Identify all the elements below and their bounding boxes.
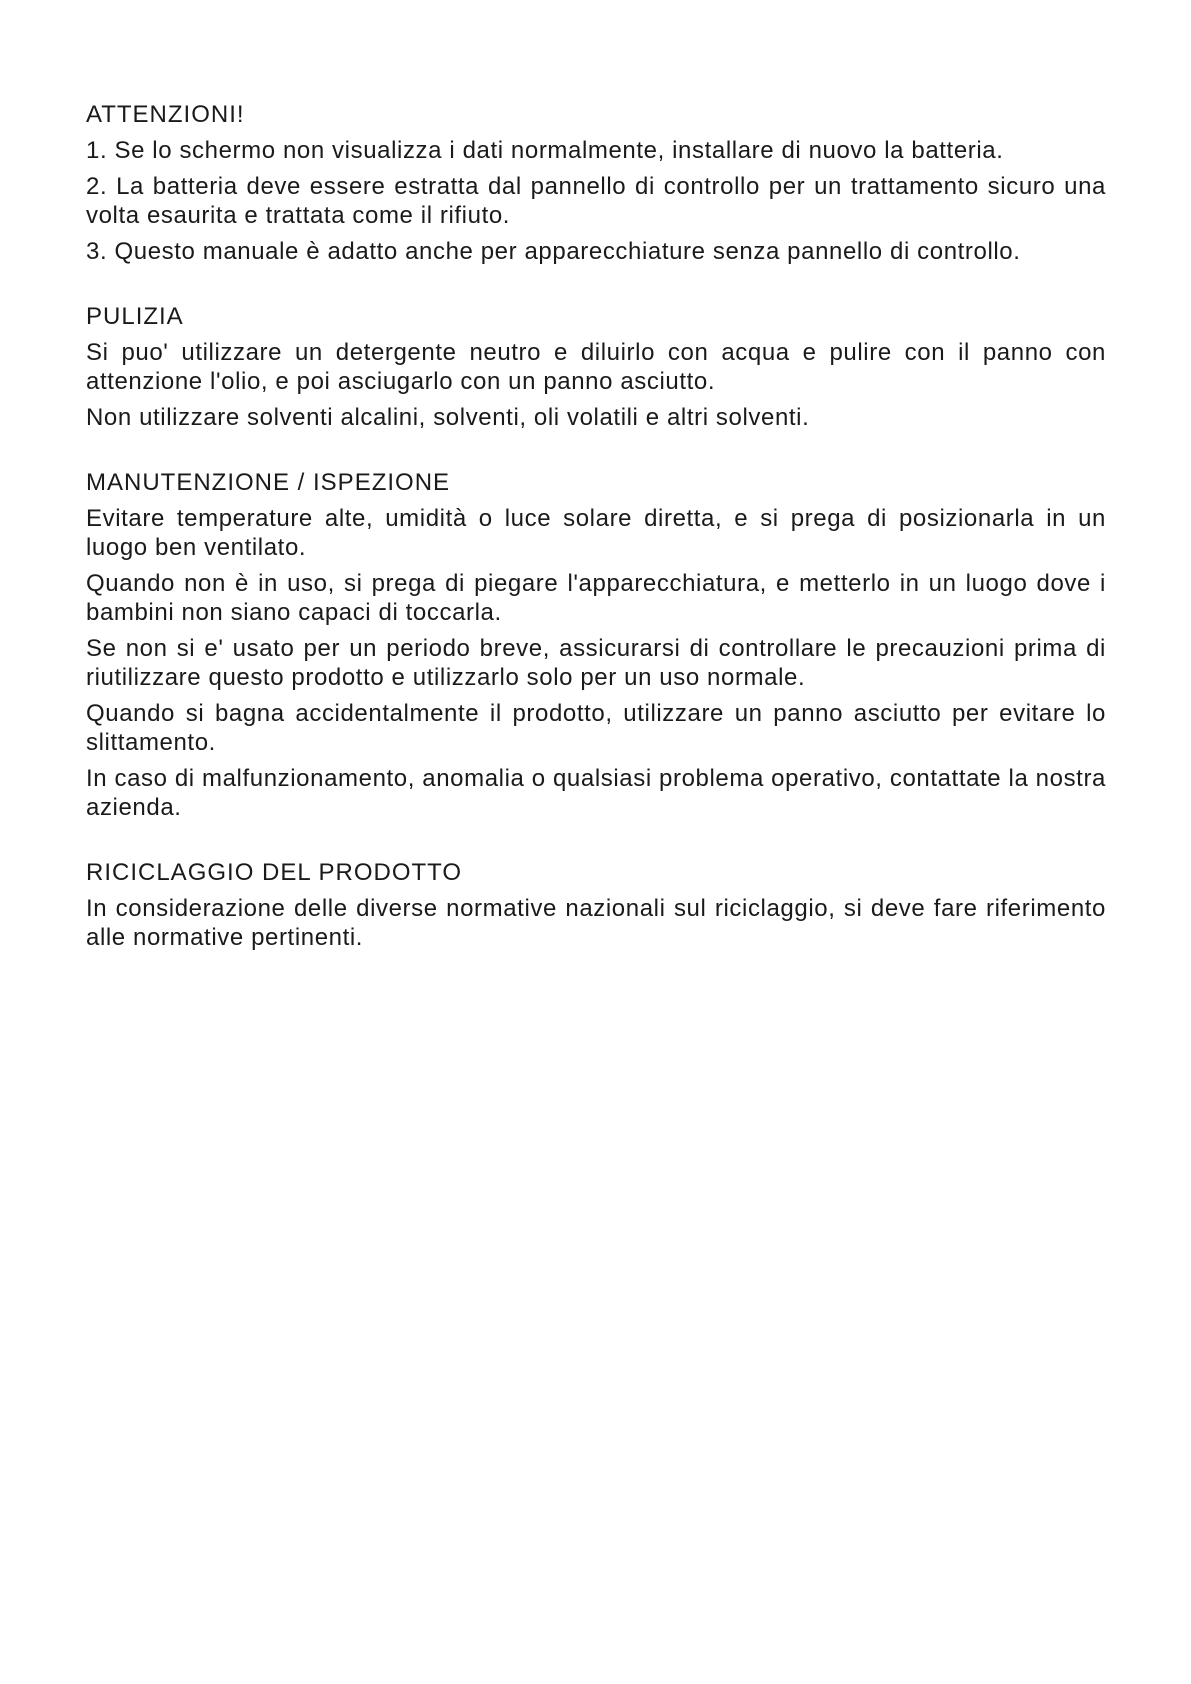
document-page [86,100,1106,988]
paragraph: 1. Se lo schermo non visualizza i dati normalmente, installare di nuovo la batteria. [86,137,1004,164]
paragraph: 3. Questo manuale è adatto anche per apparecchiature senza pannello di controllo. [86,238,1021,265]
section-heading: RICICLAGGIO DEL PRODOTTO [86,859,463,886]
paragraph: In considerazione delle diverse normative nazionali sul riciclaggio, si deve fare riferimento alle normative pertinenti. [86,895,1106,951]
section-riciclaggio [86,858,1106,952]
section-attenzioni [86,100,1106,266]
paragraph: 2. La batteria deve essere estratta dal pannello di controllo per un trattamento sicuro una volta esaurita e trattata come il rifiuto. [86,173,1106,229]
paragraph: Si puo' utilizzare un detergente neutro e diluirlo con acqua e pulire con il panno con attenzione l'olio, e poi asciugarlo con un panno asciutto. [86,339,1106,395]
section-heading: MANUTENZIONE / ISPEZIONE [86,469,451,496]
paragraph: Se non si e' usato per un periodo breve, assicurarsi di controllare le precauzioni prima di riutilizzare questo prodotto e utilizzarlo solo per un uso normale. [86,635,1106,691]
section-manutenzione-ispezione [86,468,1106,822]
section-heading: ATTENZIONI! [86,101,245,128]
paragraph: Evitare temperature alte, umidità o luce solare diretta, e si prega di posizionarla in un luogo ben ventilato. [86,505,1106,561]
section-pulizia [86,302,1106,432]
section-heading: PULIZIA [86,303,184,330]
paragraph: In caso di malfunzionamento, anomalia o qualsiasi problema operativo, contattate la nostra azienda. [86,765,1106,821]
paragraph: Non utilizzare solventi alcalini, solventi, oli volatili e altri solventi. [86,404,810,431]
paragraph: Quando non è in uso, si prega di piegare l'apparecchiatura, e metterlo in un luogo dove i bambini non siano capaci di toccarla. [86,570,1106,626]
paragraph: Quando si bagna accidentalmente il prodotto, utilizzare un panno asciutto per evitare lo slittamento. [86,700,1106,756]
